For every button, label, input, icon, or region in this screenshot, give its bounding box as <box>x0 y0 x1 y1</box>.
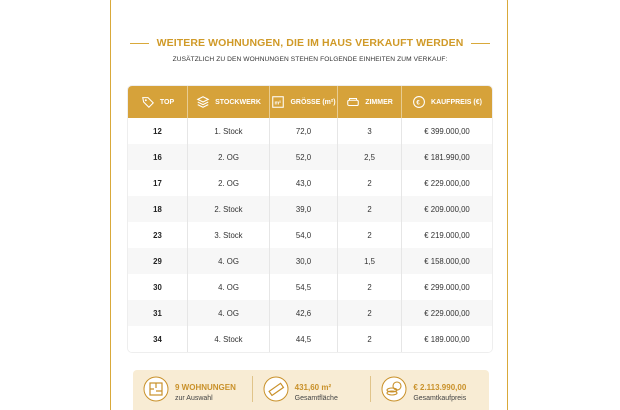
cell-stockwerk: 4. Stock <box>188 326 270 352</box>
summary-value: 9 WOHNUNGEN <box>175 383 236 392</box>
header-label: GRÖSSE (m²) <box>290 98 336 106</box>
summary-bar <box>133 370 489 410</box>
section-subtitle: ZUSÄTZLICH ZU DEN WOHNUNGEN STEHEN FOLGENDE EINHEITEN ZUM VERKAUF: <box>172 56 448 63</box>
cell-zimmer: 2 <box>338 170 402 196</box>
table-row <box>128 274 492 300</box>
cell-top: 16 <box>128 144 188 170</box>
cell-zimmer: 1,5 <box>338 248 402 274</box>
euro-icon <box>412 95 426 109</box>
header-label: KAUFPREIS (€) <box>431 98 482 106</box>
section-title-row <box>130 36 490 50</box>
coins-icon <box>381 376 407 402</box>
cell-zimmer: 2 <box>338 326 402 352</box>
cell-zimmer: 2 <box>338 222 402 248</box>
cell-groesse: 54,5 <box>270 274 338 300</box>
summary-label: zur Auswahl <box>175 395 213 402</box>
table-body <box>128 118 492 352</box>
table-row <box>128 222 492 248</box>
cell-groesse: 30,0 <box>270 248 338 274</box>
table-row <box>128 118 492 144</box>
summary-area <box>252 376 371 402</box>
cell-groesse: 39,0 <box>270 196 338 222</box>
summary-label: Gesamtkaufpreis <box>413 395 467 402</box>
cell-groesse: 44,5 <box>270 326 338 352</box>
cell-top: 31 <box>128 300 188 326</box>
header-top <box>128 86 188 118</box>
summary-value: € 2.113.990,00 <box>413 383 467 392</box>
cell-stockwerk: 4. OG <box>188 274 270 300</box>
cell-zimmer: 2,5 <box>338 144 402 170</box>
summary-value: 431,60 m² <box>294 383 332 392</box>
cell-groesse: 43,0 <box>270 170 338 196</box>
ruler-icon <box>263 376 289 402</box>
summary-price <box>370 376 489 402</box>
tag-icon <box>141 95 155 109</box>
header-zimmer <box>338 86 402 118</box>
svg-text:€: € <box>416 99 420 107</box>
cell-kaufpreis: € 229.000,00 <box>424 308 470 318</box>
cell-top: 34 <box>128 326 188 352</box>
cell-groesse: 42,6 <box>270 300 338 326</box>
table-row <box>128 300 492 326</box>
cell-stockwerk: 4. OG <box>188 248 270 274</box>
cell-groesse: 54,0 <box>270 222 338 248</box>
summary-label: Gesamtfläche <box>294 395 338 402</box>
table-row <box>128 326 492 352</box>
cell-zimmer: 3 <box>338 118 402 144</box>
cell-zimmer: 2 <box>338 196 402 222</box>
table-row <box>128 170 492 196</box>
cell-top: 17 <box>128 170 188 196</box>
cell-top: 23 <box>128 222 188 248</box>
section-title: WEITERE WOHNUNGEN, DIE IM HAUS VERKAUFT WERDEN <box>156 37 464 49</box>
cell-stockwerk: 3. Stock <box>188 222 270 248</box>
header-kaufpreis <box>402 86 492 118</box>
cell-kaufpreis: € 181.990,00 <box>424 152 470 162</box>
header-label: STOCKWERK <box>215 98 261 106</box>
header-label: TOP <box>159 98 175 106</box>
cell-top: 30 <box>128 274 188 300</box>
title-divider-left <box>130 43 149 44</box>
cell-stockwerk: 2. OG <box>188 170 270 196</box>
cell-groesse: 72,0 <box>270 118 338 144</box>
cell-stockwerk: 4. OG <box>188 300 270 326</box>
layers-icon <box>196 95 210 109</box>
title-divider-right <box>471 43 490 44</box>
table-row <box>128 144 492 170</box>
cell-stockwerk: 2. Stock <box>188 196 270 222</box>
cell-kaufpreis: € 399.000,00 <box>424 126 470 136</box>
header-stockwerk <box>188 86 270 118</box>
table-row <box>128 196 492 222</box>
cell-kaufpreis: € 229.000,00 <box>424 178 470 188</box>
cell-kaufpreis: € 219.000,00 <box>424 230 470 240</box>
cell-groesse: 52,0 <box>270 144 338 170</box>
table-row <box>128 248 492 274</box>
cell-kaufpreis: € 209.000,00 <box>424 204 470 214</box>
summary-apartments <box>133 376 252 402</box>
cell-top: 29 <box>128 248 188 274</box>
svg-text:m²: m² <box>274 100 282 107</box>
cell-zimmer: 2 <box>338 300 402 326</box>
cell-zimmer: 2 <box>338 274 402 300</box>
cell-kaufpreis: € 189.000,00 <box>424 334 470 344</box>
header-label: ZIMMER <box>365 98 393 106</box>
cell-top: 12 <box>128 118 188 144</box>
cell-kaufpreis: € 299.000,00 <box>424 282 470 292</box>
floorplan-icon <box>143 376 169 402</box>
cell-kaufpreis: € 158.000,00 <box>424 256 470 266</box>
cell-stockwerk: 1. Stock <box>188 118 270 144</box>
cell-top: 18 <box>128 196 188 222</box>
table-header <box>128 86 492 118</box>
area-icon <box>271 95 285 109</box>
sofa-icon <box>346 95 360 109</box>
header-groesse <box>270 86 338 118</box>
apartments-table <box>128 86 492 352</box>
cell-stockwerk: 2. OG <box>188 144 270 170</box>
